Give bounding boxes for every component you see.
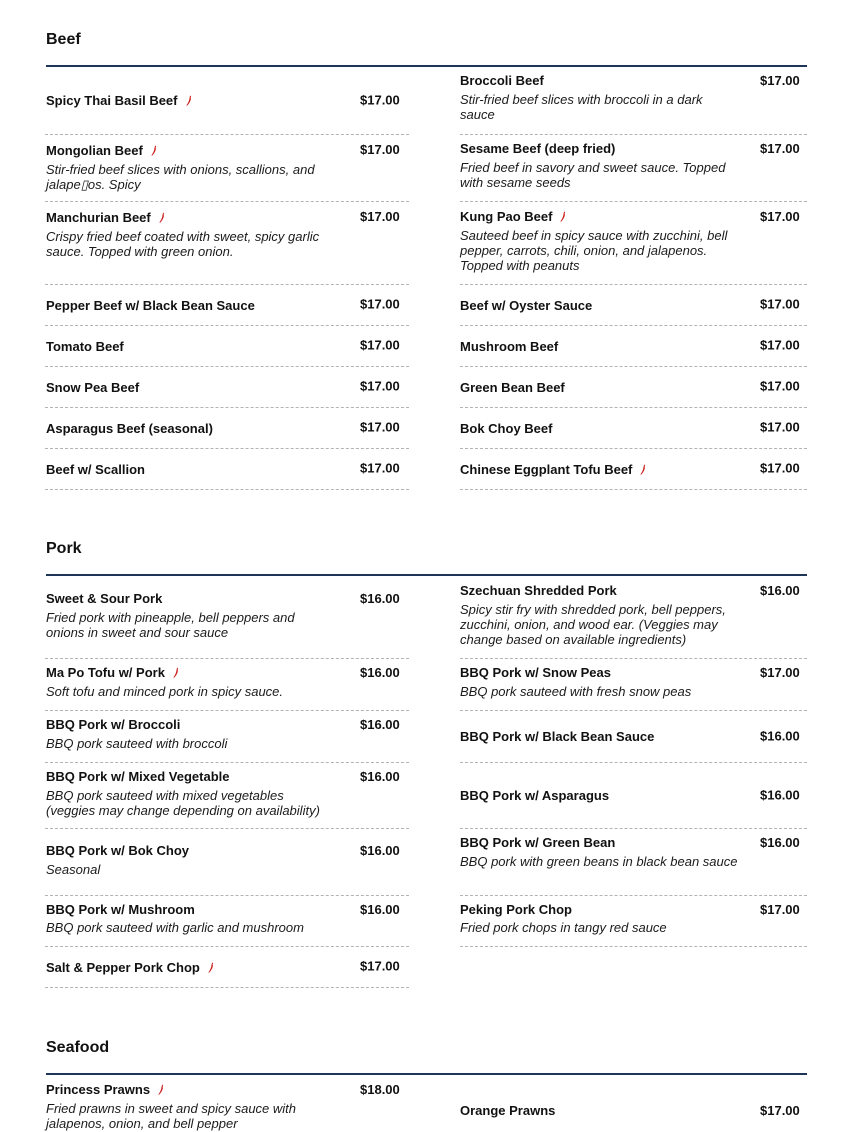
chili-pepper-icon: [186, 95, 192, 106]
menu-item-ma-po-tofu-w-pork[interactable]: [45, 659, 409, 711]
item-price: $17.00: [760, 73, 800, 88]
item-name: Spicy Thai Basil Beef: [46, 93, 178, 108]
item-price: $17.00: [760, 460, 800, 476]
menu-item-bbq-pork-w-green-bean[interactable]: [460, 829, 807, 896]
item-price: $17.00: [760, 1103, 800, 1118]
beef-left-column: [46, 67, 409, 490]
menu-item-sweet-sour-pork[interactable]: [45, 576, 409, 659]
item-name: Chinese Eggplant Tofu Beef: [460, 461, 633, 477]
item-price: $16.00: [760, 728, 800, 743]
item-price: $17.00: [760, 296, 800, 312]
menu-item-bbq-pork-w-mixed-vegetable[interactable]: [45, 763, 409, 829]
chili-pepper-icon: [640, 464, 646, 475]
item-name: BBQ Pork w/ Mushroom: [46, 902, 195, 917]
item-price: $16.00: [760, 583, 800, 598]
item-name: Asparagus Beef (seasonal): [46, 420, 213, 436]
item-name: BBQ Pork w/ Broccoli: [46, 717, 181, 732]
beef-right-column: [460, 67, 807, 490]
item-description: BBQ pork sauteed with broccoli: [46, 736, 228, 751]
item-description: Fried pork with pineapple, bell peppers and onions in sweet and sour sauce: [46, 610, 295, 640]
menu-item-pepper-beef[interactable]: [45, 285, 409, 326]
item-price: $16.00: [360, 591, 400, 606]
menu-item-peking-pork-chop[interactable]: [460, 896, 807, 947]
item-description: BBQ pork sauteed with mixed vegetables (veggies may change depending on availability): [46, 788, 320, 818]
item-name: Beef w/ Scallion: [46, 461, 145, 477]
seafood-left-column: [46, 1075, 409, 1132]
item-price: $17.00: [760, 378, 800, 394]
item-price: $16.00: [360, 665, 400, 680]
item-name: Manchurian Beef: [46, 210, 151, 225]
item-price: $17.00: [360, 92, 400, 107]
item-description: Stir-fried beef slices with onions, scallions, and jalape▯os. Spicy: [46, 162, 315, 192]
section-title-seafood: Seafood: [46, 1039, 110, 1056]
chili-pepper-icon: [208, 962, 214, 973]
menu-item-spicy-thai-basil-beef[interactable]: [45, 67, 409, 135]
item-name: BBQ Pork w/ Black Bean Sauce: [460, 729, 655, 744]
menu-item-bbq-pork-w-asparagus[interactable]: [460, 763, 807, 829]
item-price: $17.00: [760, 209, 800, 224]
menu-item-manchurian-beef[interactable]: [45, 202, 409, 285]
menu-item-beef-w-scallion[interactable]: [45, 449, 409, 490]
menu-item-sesame-beef[interactable]: [460, 135, 807, 202]
menu-item-kung-pao-beef[interactable]: [460, 202, 807, 285]
item-price: $17.00: [360, 419, 400, 435]
item-name: Mongolian Beef: [46, 143, 143, 158]
item-name: Orange Prawns: [460, 1103, 556, 1118]
menu-item-szechuan-shredded-pork[interactable]: [460, 576, 807, 659]
item-name: Sweet & Sour Pork: [46, 591, 163, 606]
item-price: $16.00: [360, 717, 400, 732]
item-price: $17.00: [760, 141, 800, 156]
item-name: BBQ Pork w/ Bok Choy: [46, 843, 190, 858]
item-price: $17.00: [360, 958, 400, 974]
menu-item-beef-w-oyster-sauce[interactable]: [460, 285, 807, 326]
menu-item-mushroom-beef[interactable]: [460, 326, 807, 367]
chili-pepper-icon: [560, 211, 566, 222]
chili-pepper-icon: [159, 212, 165, 223]
item-price: $17.00: [760, 337, 800, 353]
menu-item-tomato-beef[interactable]: [45, 326, 409, 367]
item-name: Salt & Pepper Pork Chop: [46, 959, 200, 975]
item-name: Princess Prawns: [46, 1082, 151, 1097]
item-price: $16.00: [360, 843, 400, 858]
chili-pepper-icon: [158, 1084, 164, 1095]
item-price: $17.00: [360, 460, 400, 476]
menu-item-orange-prawns[interactable]: [460, 1075, 807, 1132]
item-price: $18.00: [360, 1082, 400, 1097]
item-name: BBQ Pork w/ Asparagus: [460, 788, 610, 803]
item-name: Beef w/ Oyster Sauce: [460, 297, 593, 313]
menu-item-bbq-pork-w-bok-choy[interactable]: [45, 829, 409, 896]
menu-item-mongolian-beef[interactable]: [45, 135, 409, 202]
item-description: Spicy stir fry with shredded pork, bell peppers, zucchini, onion, and wood ear. (Veggies may change based on available ingredients): [460, 602, 726, 647]
item-price: $16.00: [360, 769, 400, 784]
menu-item-salt-pepper-pork-chop[interactable]: [45, 947, 409, 988]
item-price: $17.00: [760, 665, 800, 680]
item-name: Ma Po Tofu w/ Pork: [46, 665, 165, 680]
item-description: Sauteed beef in spicy sauce with zucchini, bell pepper, carrots, chili, onion, and jalapenos. Topped with peanuts: [460, 228, 728, 273]
item-description: BBQ pork with green beans in black bean sauce: [460, 854, 738, 869]
menu-item-bbq-pork-w-black-bean-sauce[interactable]: [460, 711, 807, 763]
item-description: Seasonal: [46, 862, 101, 877]
item-name: Green Bean Beef: [460, 379, 565, 395]
menu-item-broccoli-beef[interactable]: [460, 67, 807, 135]
chili-pepper-icon: [151, 145, 157, 156]
menu-item-bok-choy-beef[interactable]: [460, 408, 807, 449]
seafood-right-column: [460, 1075, 807, 1132]
item-price: $17.00: [760, 419, 800, 435]
pork-right-column: [460, 576, 807, 947]
section-title-beef: Beef: [46, 31, 81, 48]
item-name: BBQ Pork w/ Mixed Vegetable: [46, 769, 230, 784]
pork-left-column: [46, 576, 409, 988]
item-name: Pepper Beef w/ Black Bean Sauce: [46, 297, 255, 313]
item-description: Soft tofu and minced pork in spicy sauce.: [46, 684, 284, 699]
item-description: Fried pork chops in tangy red sauce: [460, 920, 667, 935]
item-name: Snow Pea Beef: [46, 379, 140, 395]
menu-item-chinese-eggplant-tofu-beef[interactable]: [460, 449, 807, 490]
item-name: Szechuan Shredded Pork: [460, 583, 617, 598]
item-name: Mushroom Beef: [460, 338, 559, 354]
chili-pepper-icon: [173, 667, 179, 678]
item-name: Sesame Beef (deep fried): [460, 141, 616, 156]
item-name: Tomato Beef: [46, 338, 124, 354]
menu-item-princess-prawns[interactable]: [45, 1075, 409, 1132]
item-name: BBQ Pork w/ Snow Peas: [460, 665, 611, 680]
item-name: Kung Pao Beef: [460, 209, 553, 224]
section-title-pork: Pork: [46, 540, 82, 557]
menu-item-bbq-pork-w-mushroom[interactable]: [45, 896, 409, 947]
item-description: Crispy fried beef coated with sweet, spicy garlic sauce. Topped with green onion.: [46, 229, 320, 259]
item-price: $17.00: [360, 209, 400, 224]
item-name: Peking Pork Chop: [460, 902, 572, 917]
item-price: $16.00: [360, 902, 400, 917]
item-price: $17.00: [760, 902, 800, 917]
menu-item-snow-pea-beef[interactable]: [45, 367, 409, 408]
menu-item-bbq-pork-w-snow-peas[interactable]: [460, 659, 807, 711]
item-name: BBQ Pork w/ Green Bean: [460, 835, 616, 850]
item-price: $16.00: [760, 787, 800, 802]
item-description: Fried beef in savory and sweet sauce. Topped with sesame seeds: [460, 160, 726, 190]
item-price: $16.00: [760, 835, 800, 850]
item-description: Fried prawns in sweet and spicy sauce with jalapenos, onion, and bell pepper: [46, 1101, 297, 1131]
item-description: BBQ pork sauteed with garlic and mushroom: [46, 920, 304, 935]
item-price: $17.00: [360, 142, 400, 157]
menu-item-bbq-pork-w-broccoli[interactable]: [45, 711, 409, 763]
menu-item-green-bean-beef[interactable]: [460, 367, 807, 408]
item-price: $17.00: [360, 378, 400, 394]
menu-item-asparagus-beef[interactable]: [45, 408, 409, 449]
item-name: Bok Choy Beef: [460, 420, 553, 436]
item-description: Stir-fried beef slices with broccoli in a dark sauce: [460, 92, 703, 122]
item-price: $17.00: [360, 296, 400, 312]
item-name: Broccoli Beef: [460, 73, 544, 88]
item-description: BBQ pork sauteed with fresh snow peas: [460, 684, 692, 699]
item-price: $17.00: [360, 337, 400, 353]
